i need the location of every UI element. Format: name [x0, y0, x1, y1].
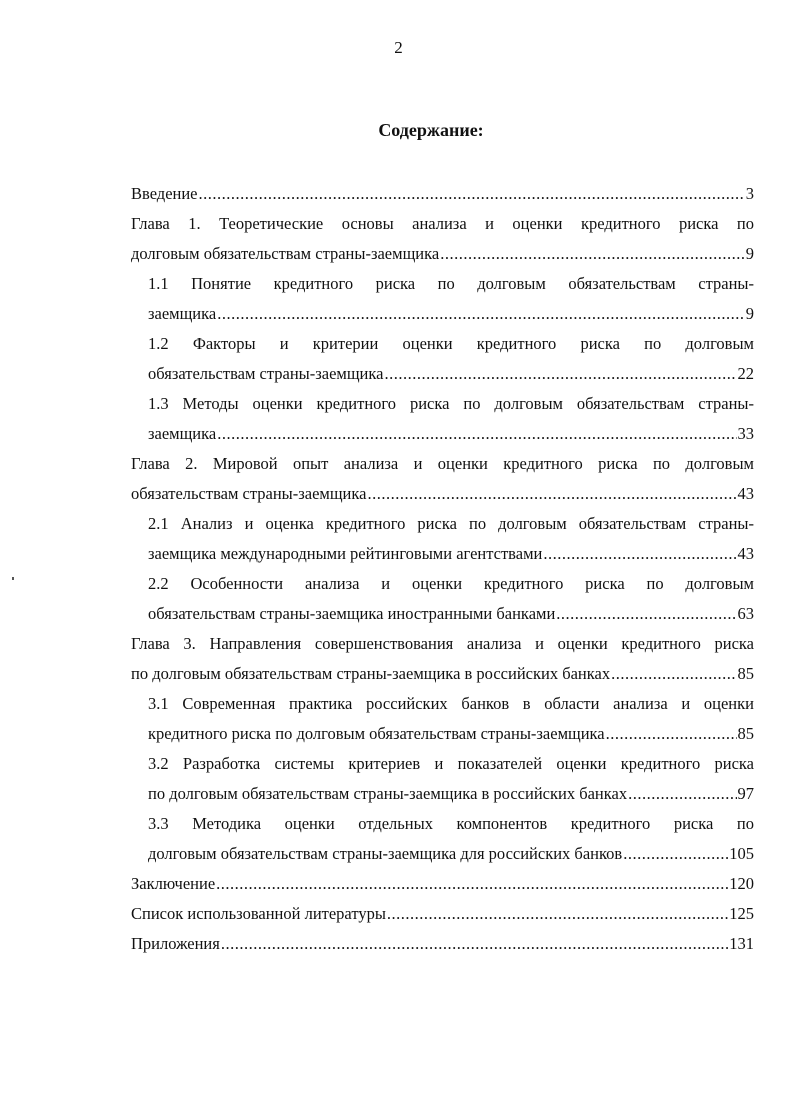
toc-entry-page: 33 — [737, 424, 754, 443]
toc-entry-leader-line — [148, 599, 754, 629]
dot-leader — [542, 539, 736, 569]
dot-leader — [439, 239, 745, 269]
toc-entry-title: кредитного риска по долговым обязательствам страны-заемщика — [148, 724, 605, 743]
toc-entry-page: 97 — [737, 784, 754, 803]
toc-entry-leader-line — [131, 479, 754, 509]
dot-leader — [622, 839, 728, 869]
toc-entry-title: долговым обязательствам страны-заемщика для российских банков — [148, 844, 623, 863]
toc-entry-heading-line: 2.1 Анализ и оценка кредитного риска по долговым обязательствам страны- — [148, 514, 754, 533]
toc-entry-title: долговым обязательствам страны-заемщика — [131, 244, 440, 263]
toc-entry-heading-line: 1.1 Понятие кредитного риска по долговым обязательствам страны- — [148, 274, 754, 293]
toc-entry-title: Введение — [131, 184, 198, 203]
toc-entry-heading-line: 1.2 Факторы и критерии оценки кредитного риска по долговым — [148, 334, 754, 353]
toc-entry-leader-line — [131, 929, 754, 959]
toc-entry[interactable] — [131, 179, 754, 209]
toc-entry-page: 43 — [737, 544, 754, 563]
toc-entry-page: 131 — [729, 934, 754, 953]
toc-entry-leader-line — [131, 659, 754, 689]
toc-entry-heading-line: Глава 3. Направления совершенствования анализа и оценки кредитного риска — [131, 634, 754, 653]
toc-entry[interactable] — [131, 389, 754, 449]
toc-entry-title: обязательствам страны-заемщика иностранными банками — [148, 604, 556, 623]
toc-entry-leader-line — [131, 899, 754, 929]
toc-entry-page: 43 — [737, 484, 754, 503]
dot-leader — [383, 359, 736, 389]
dot-leader — [215, 869, 728, 899]
toc-entry-title: Приложения — [131, 934, 220, 953]
toc-entry-heading-line: 1.3 Методы оценки кредитного риска по долговым обязательствам страны- — [148, 394, 754, 413]
dot-leader — [220, 929, 728, 959]
toc-entry-title: Список использованной литературы — [131, 904, 386, 923]
dot-leader — [610, 659, 736, 689]
toc-entry-leader-line — [148, 419, 754, 449]
toc-entry[interactable] — [131, 329, 754, 389]
dot-leader — [555, 599, 736, 629]
toc-entry-title: заемщика международными рейтинговыми агентствами — [148, 544, 543, 563]
toc-entry[interactable] — [131, 569, 754, 629]
toc-entry[interactable] — [131, 509, 754, 569]
toc-entry-page: 85 — [737, 724, 754, 743]
page-title: Содержание: — [378, 120, 484, 140]
dot-leader — [198, 179, 745, 209]
toc-entry-page: 3 — [745, 184, 754, 203]
dot-leader — [216, 299, 745, 329]
toc-entry-page: 105 — [729, 844, 754, 863]
toc-entry[interactable] — [131, 749, 754, 809]
toc-entry-leader-line — [148, 359, 754, 389]
toc-entry[interactable] — [131, 209, 754, 269]
toc-entry-heading-line: Глава 1. Теоретические основы анализа и оценки кредитного риска по — [131, 214, 754, 233]
scan-speck — [12, 577, 14, 580]
toc-entry[interactable] — [131, 449, 754, 509]
toc-entry-leader-line — [131, 239, 754, 269]
toc-entry-title: по долговым обязательствам страны-заемщика в российских банках — [131, 664, 611, 683]
toc-entry-page: 120 — [729, 874, 754, 893]
toc-entry-leader-line — [148, 299, 754, 329]
toc-entry-leader-line — [148, 779, 754, 809]
toc-entry[interactable] — [131, 899, 754, 929]
toc-entry-page: 9 — [745, 304, 754, 323]
toc-entry-title: заемщика — [148, 424, 217, 443]
dot-leader — [216, 419, 736, 449]
toc-entry-page: 125 — [729, 904, 754, 923]
toc-entry-heading-line: 3.3 Методика оценки отдельных компонентов кредитного риска по — [148, 814, 754, 833]
toc-entry-page: 85 — [737, 664, 754, 683]
toc-entry-title: обязательствам страны-заемщика — [131, 484, 367, 503]
dot-leader — [627, 779, 736, 809]
toc-entry-leader-line — [131, 179, 754, 209]
toc-entry[interactable] — [131, 869, 754, 899]
toc-entry[interactable] — [131, 689, 754, 749]
toc-entry-heading-line: 3.2 Разработка системы критериев и показателей оценки кредитного риска — [148, 754, 754, 773]
page-number: 2 — [394, 38, 403, 57]
toc-entry-heading-line: 2.2 Особенности анализа и оценки кредитного риска по долговым — [148, 574, 754, 593]
dot-leader — [605, 719, 737, 749]
toc-entry[interactable] — [131, 269, 754, 329]
toc-entry-page: 63 — [737, 604, 754, 623]
toc-entry-page: 22 — [737, 364, 754, 383]
toc-entry-heading-line: 3.1 Современная практика российских банков в области анализа и оценки — [148, 694, 754, 713]
toc-entry-title: заемщика — [148, 304, 217, 323]
toc-entry-heading-line: Глава 2. Мировой опыт анализа и оценки кредитного риска по долговым — [131, 454, 754, 473]
toc-entry[interactable] — [131, 929, 754, 959]
dot-leader — [366, 479, 736, 509]
toc-entry[interactable] — [131, 809, 754, 869]
table-of-contents — [131, 179, 754, 959]
toc-entry-leader-line — [131, 869, 754, 899]
toc-entry-leader-line — [148, 839, 754, 869]
toc-entry-title: по долговым обязательствам страны-заемщика в российских банках — [148, 784, 628, 803]
toc-entry-leader-line — [148, 719, 754, 749]
toc-entry-title: обязательствам страны-заемщика — [148, 364, 384, 383]
dot-leader — [386, 899, 728, 929]
toc-entry[interactable] — [131, 629, 754, 689]
toc-entry-leader-line — [148, 539, 754, 569]
toc-entry-title: Заключение — [131, 874, 216, 893]
toc-entry-page: 9 — [745, 244, 754, 263]
